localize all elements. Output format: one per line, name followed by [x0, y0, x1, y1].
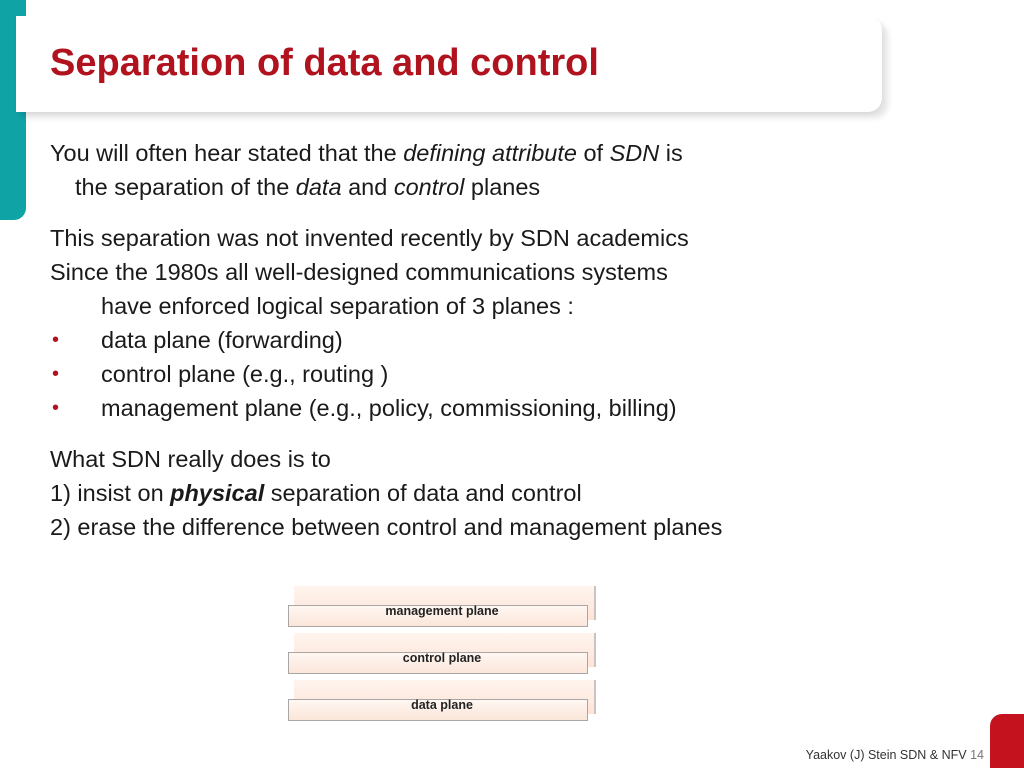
bullet-item-management-plane [50, 391, 722, 425]
paragraph-gap [50, 425, 722, 442]
emphasis-data: data [295, 174, 342, 200]
text-run: 1) insist on [50, 480, 171, 506]
paragraph-history-line1: This separation was not invented recently by SDN academics [50, 225, 689, 251]
plane-label-data: data plane [411, 698, 473, 712]
emphasis-control: control [393, 174, 465, 200]
plane-data [288, 680, 596, 721]
paragraph-defining-attribute [50, 136, 722, 170]
paragraph-defining-attribute-cont [50, 170, 722, 204]
emphasis-sdn: SDN [609, 140, 660, 166]
bullet-icon: • [52, 397, 60, 419]
plane-label-control: control plane [402, 651, 482, 665]
slide-footer [806, 748, 984, 762]
paragraph-history-line3: have enforced logical separation of 3 planes : [101, 293, 574, 319]
text-run: planes [464, 174, 541, 200]
bullet-text: control plane (e.g., routing ) [101, 361, 389, 387]
emphasis-physical: physical [170, 480, 265, 506]
red-corner-accent [990, 714, 1024, 768]
paragraph-sdn-line2 [50, 476, 722, 510]
planes-diagram [288, 586, 600, 722]
plane-management [288, 586, 596, 627]
paragraph-gap [50, 204, 722, 221]
page-number: 14 [970, 748, 984, 762]
slide-title: Separation of data and control [50, 42, 599, 84]
paragraph-sdn-line1: What SDN really does is to [50, 446, 331, 472]
text-run: You will often hear stated that the [50, 140, 404, 166]
text-run: of [576, 140, 610, 166]
text-run: the separation of the [75, 174, 296, 200]
text-run: and [341, 174, 394, 200]
plane-control [288, 633, 596, 674]
bullet-icon: • [52, 363, 60, 385]
text-run: separation of data and control [264, 480, 582, 506]
bullet-item-data-plane [50, 323, 722, 357]
plane-label-management: management plane [385, 604, 499, 618]
slide-body [50, 136, 722, 544]
text-run: is [659, 140, 683, 166]
bullet-icon: • [52, 329, 60, 351]
emphasis-defining-attribute: defining attribute [403, 140, 577, 166]
paragraph-sdn-line3: 2) erase the difference between control and management planes [50, 514, 723, 540]
bullet-item-control-plane [50, 357, 722, 391]
bullet-text: management plane (e.g., policy, commissioning, billing) [101, 395, 677, 421]
footer-author: Yaakov (J) Stein SDN & NFV [805, 748, 967, 762]
bullet-text: data plane (forwarding) [101, 327, 343, 353]
paragraph-history-line2: Since the 1980s all well-designed communications systems [50, 259, 668, 285]
